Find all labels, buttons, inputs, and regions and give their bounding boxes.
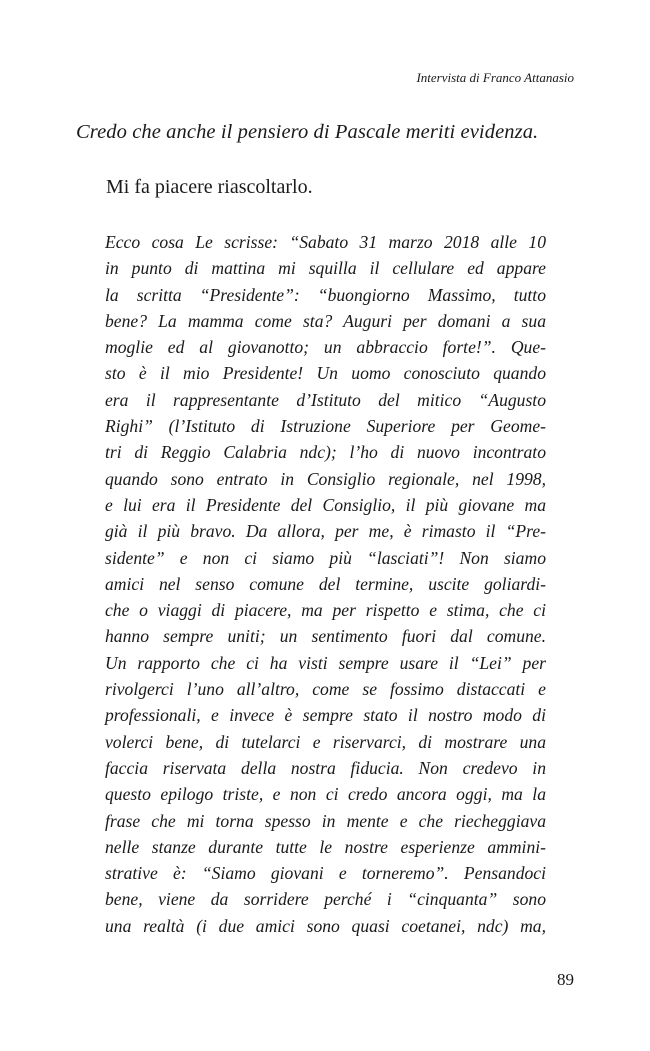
quote-line: la scritta “Presidente”: “buongiorno Massimo, tutto [105, 284, 546, 305]
quote-line: Ecco cosa Le scrisse: “Sabato 31 marzo 2018 alle 10 [105, 232, 546, 252]
quote-line: sto è il mio Presidente! Un uomo conosciuto quando [105, 363, 546, 384]
quote-line: faccia riservata della nostra fiducia. Non credevo in [105, 757, 546, 778]
quote-line: che o viaggi di piacere, ma per rispetto e stima, che ci [105, 600, 546, 621]
quote-line: rivolgerci l’uno all’altro, come se fossimo distaccati e [105, 679, 546, 700]
quote-line: questo epilogo triste, e non ci credo ancora oggi, ma la [105, 784, 546, 805]
quote-line: quando sono entrato in Consiglio regionale, nel 1998, [105, 468, 546, 489]
quote-line: volerci bene, di tutelarci e riservarci, di mostrare una [105, 731, 546, 752]
quote-line: bene, viene da sorridere perché i “cinquanta” sono [105, 889, 546, 910]
quote-line: nelle stanze durante tutte le nostre esperienze ammini- [105, 836, 546, 857]
quote-line: già il più bravo. Da allora, per me, è rimasto il “Pre- [105, 521, 546, 542]
quote-line: frase che mi torna spesso in mente e che riecheggiava [105, 810, 546, 831]
quote-line: in punto di mattina mi squilla il cellulare ed appare [105, 258, 546, 279]
quote-line: hanno sempre uniti; un sentimento fuori dal comune. [105, 626, 546, 647]
quoted-letter [105, 229, 546, 939]
quote-line: amici nel senso comune del termine, uscite goliardi- [105, 573, 546, 594]
quote-line: e lui era il Presidente del Consiglio, il più giovane ma [105, 494, 546, 515]
quote-line: Righi” (l’Istituto di Istruzione Superiore per Geome- [105, 416, 546, 437]
quote-line: bene? La mamma come sta? Auguri per domani a sua [105, 310, 546, 331]
quote-line: professionali, e invece è sempre stato il nostro modo di [105, 705, 546, 726]
quote-line: Un rapporto che ci ha visti sempre usare il “Lei” per [105, 652, 546, 673]
interview-question: Credo che anche il pensiero di Pascale meriti evidenza. [76, 121, 539, 143]
interview-answer: Mi fa piacere riascoltarlo. [106, 176, 313, 198]
quote-line: sidente” e non ci siamo più “lasciati”! Non siamo [105, 547, 546, 568]
quote-line: tri di Reggio Calabria ndc); l’ho di nuovo incontrato [105, 442, 546, 463]
quote-line: moglie ed al giovanotto; un abbraccio forte!”. Que- [105, 337, 546, 358]
quote-line: strative è: “Siamo giovani e torneremo”. Pensandoci [105, 863, 546, 884]
quote-line: era il rappresentante d’Istituto del mitico “Augusto [105, 389, 546, 410]
page-number: 89 [557, 970, 574, 989]
quote-line: una realtà (i due amici sono quasi coetanei, ndc) ma, [105, 915, 546, 936]
running-header: Intervista di Franco Attanasio [416, 70, 574, 85]
